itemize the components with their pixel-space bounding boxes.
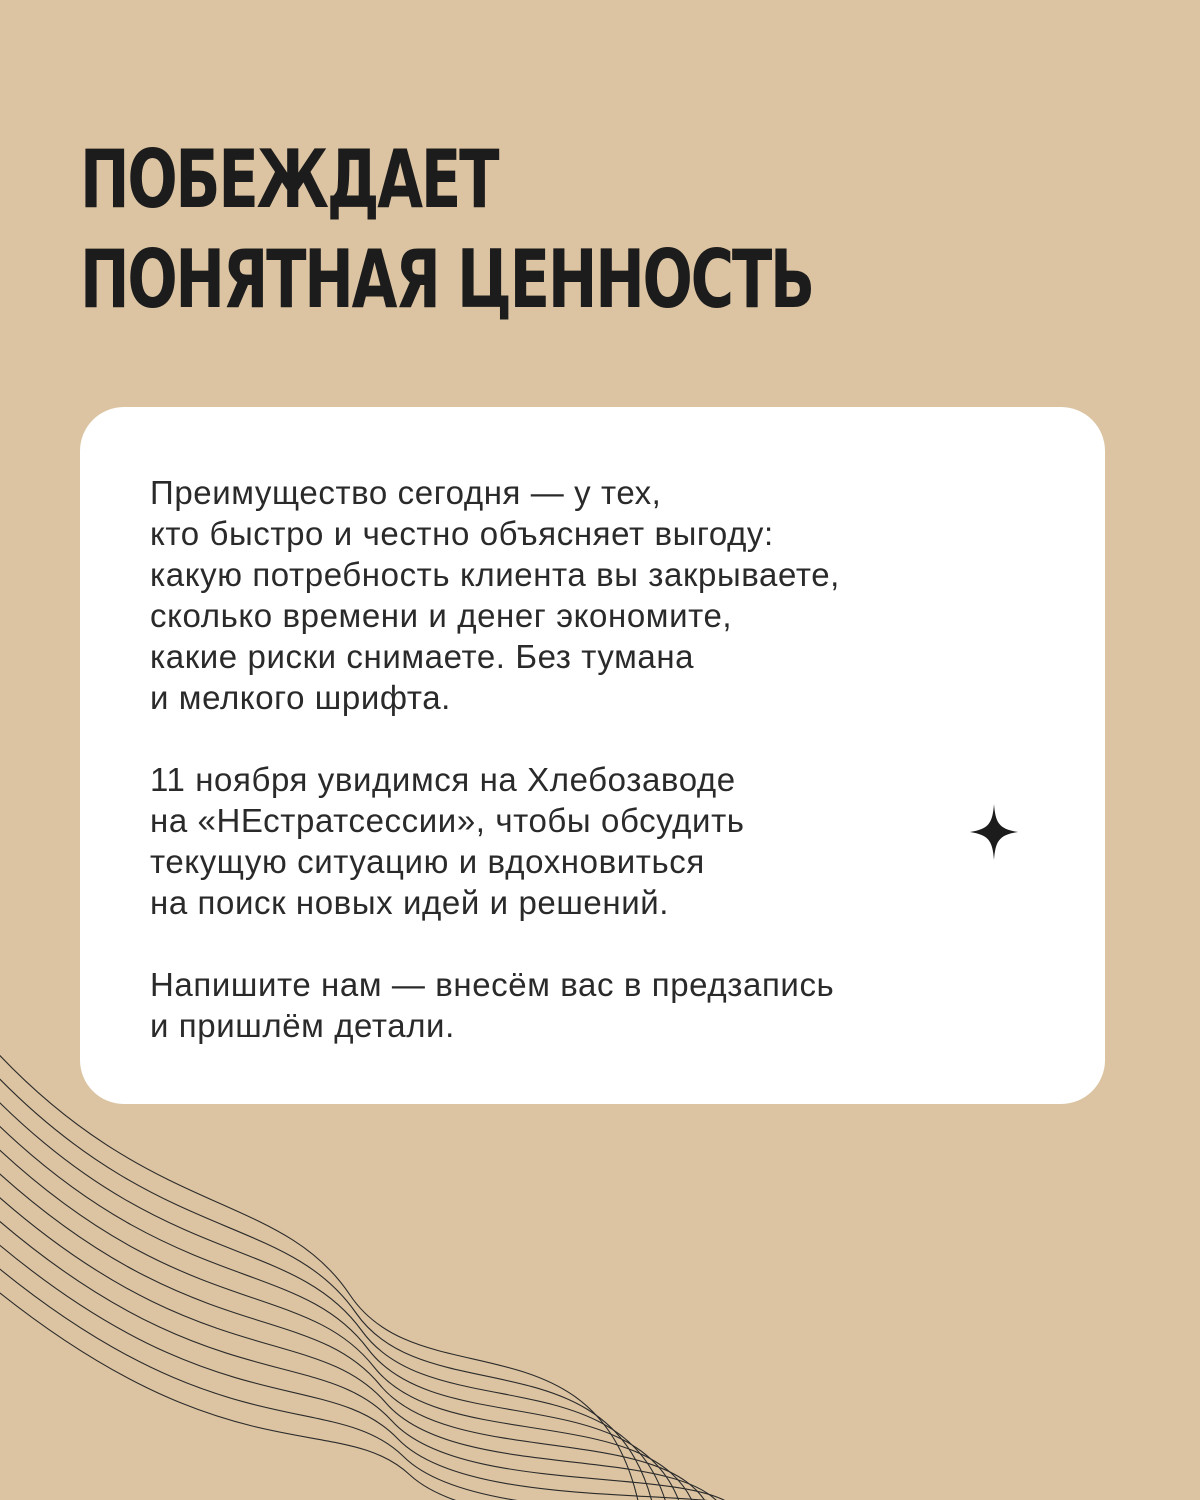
paragraph-line: какую потребность клиента вы закрываете, — [150, 556, 840, 593]
wave-line — [0, 1285, 760, 1500]
paragraph-event — [150, 759, 1030, 923]
headline — [80, 130, 813, 330]
paragraph-line: какие риски снимаете. Без тумана — [150, 638, 695, 675]
wave-line — [0, 1045, 640, 1500]
paragraph-call-to-action — [150, 964, 1030, 1046]
headline-line-2: ПОНЯТНАЯ ЦЕННОСТЬ — [80, 233, 813, 326]
wave-line — [0, 1069, 654, 1500]
paragraph-line: сколько времени и денег экономите, — [150, 597, 733, 634]
paragraph-line: кто быстро и честно объясняет выгоду: — [150, 515, 774, 552]
card-body — [150, 472, 1030, 1046]
wave-line — [0, 1165, 710, 1500]
wave-lines-decoration — [0, 1040, 760, 1500]
wave-line — [0, 1093, 668, 1500]
wave-line — [0, 1261, 760, 1500]
paragraph-line: и пришлём детали. — [150, 1007, 455, 1044]
paragraph-line: и мелкого шрифта. — [150, 679, 451, 716]
four-point-star-icon — [970, 804, 1018, 860]
paragraph-line: Напишите нам — внесём вас в предзапись — [150, 966, 835, 1003]
wave-line — [0, 1213, 738, 1500]
paragraph-advantage — [150, 472, 1030, 718]
paragraph-line: на «НЕстратсессии», чтобы обсудить — [150, 802, 745, 839]
paragraph-line: на поиск новых идей и решений. — [150, 884, 670, 921]
paragraph-line: текущую ситуацию и вдохновиться — [150, 843, 705, 880]
wave-line — [0, 1117, 682, 1500]
text-card — [80, 407, 1105, 1104]
paragraph-line: 11 ноября увидимся на Хлебозаводе — [150, 761, 736, 798]
headline-line-1: ПОБЕЖДАЕТ — [80, 133, 498, 226]
paragraph-line: Преимущество сегодня — у тех, — [150, 474, 662, 511]
